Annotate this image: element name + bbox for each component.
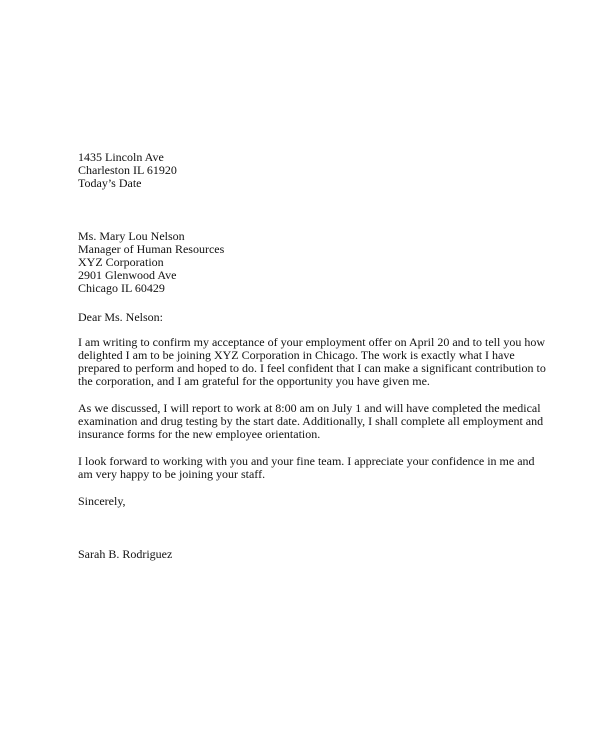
paragraph-line: prepared to perform and hoped to do. I feel confident that I can make a significant contribution to bbox=[78, 361, 546, 375]
body-paragraph-2 bbox=[78, 401, 544, 441]
paragraph-line: I look forward to working with you and your fine team. I appreciate your confidence in me and bbox=[78, 454, 535, 468]
paragraph-line: As we discussed, I will report to work at 8:00 am on July 1 and will have completed the medical bbox=[78, 401, 541, 415]
body-paragraph-1 bbox=[78, 335, 546, 388]
recipient-street: 2901 Glenwood Ave bbox=[78, 268, 177, 282]
recipient-address bbox=[78, 230, 528, 295]
paragraph-line: I am writing to confirm my acceptance of your employment offer on April 20 and to tell you how bbox=[78, 335, 545, 349]
letter-date: Today’s Date bbox=[78, 176, 142, 190]
body-paragraph-3 bbox=[78, 454, 535, 481]
salutation: Dear Ms. Nelson: bbox=[78, 310, 163, 324]
sender-street: 1435 Lincoln Ave bbox=[78, 150, 164, 164]
sender-address bbox=[78, 151, 528, 190]
sender-city-state-zip: Charleston IL 61920 bbox=[78, 163, 177, 177]
paragraph-line: delighted I am to be joining XYZ Corporation in Chicago. The work is exactly what I have bbox=[78, 348, 515, 362]
closing: Sincerely, bbox=[78, 494, 126, 508]
paragraph-line: examination and drug testing by the start date. Additionally, I shall complete all employment and bbox=[78, 414, 544, 428]
recipient-title: Manager of Human Resources bbox=[78, 242, 225, 256]
paragraph-line: the corporation, and I am grateful for the opportunity you have given me. bbox=[78, 374, 430, 388]
signature-name: Sarah B. Rodriguez bbox=[78, 547, 173, 561]
recipient-name: Ms. Mary Lou Nelson bbox=[78, 229, 185, 243]
recipient-city-state-zip: Chicago IL 60429 bbox=[78, 281, 165, 295]
recipient-company: XYZ Corporation bbox=[78, 255, 164, 269]
paragraph-line: insurance forms for the new employee orientation. bbox=[78, 427, 321, 441]
paragraph-line: am very happy to be joining your staff. bbox=[78, 467, 266, 481]
